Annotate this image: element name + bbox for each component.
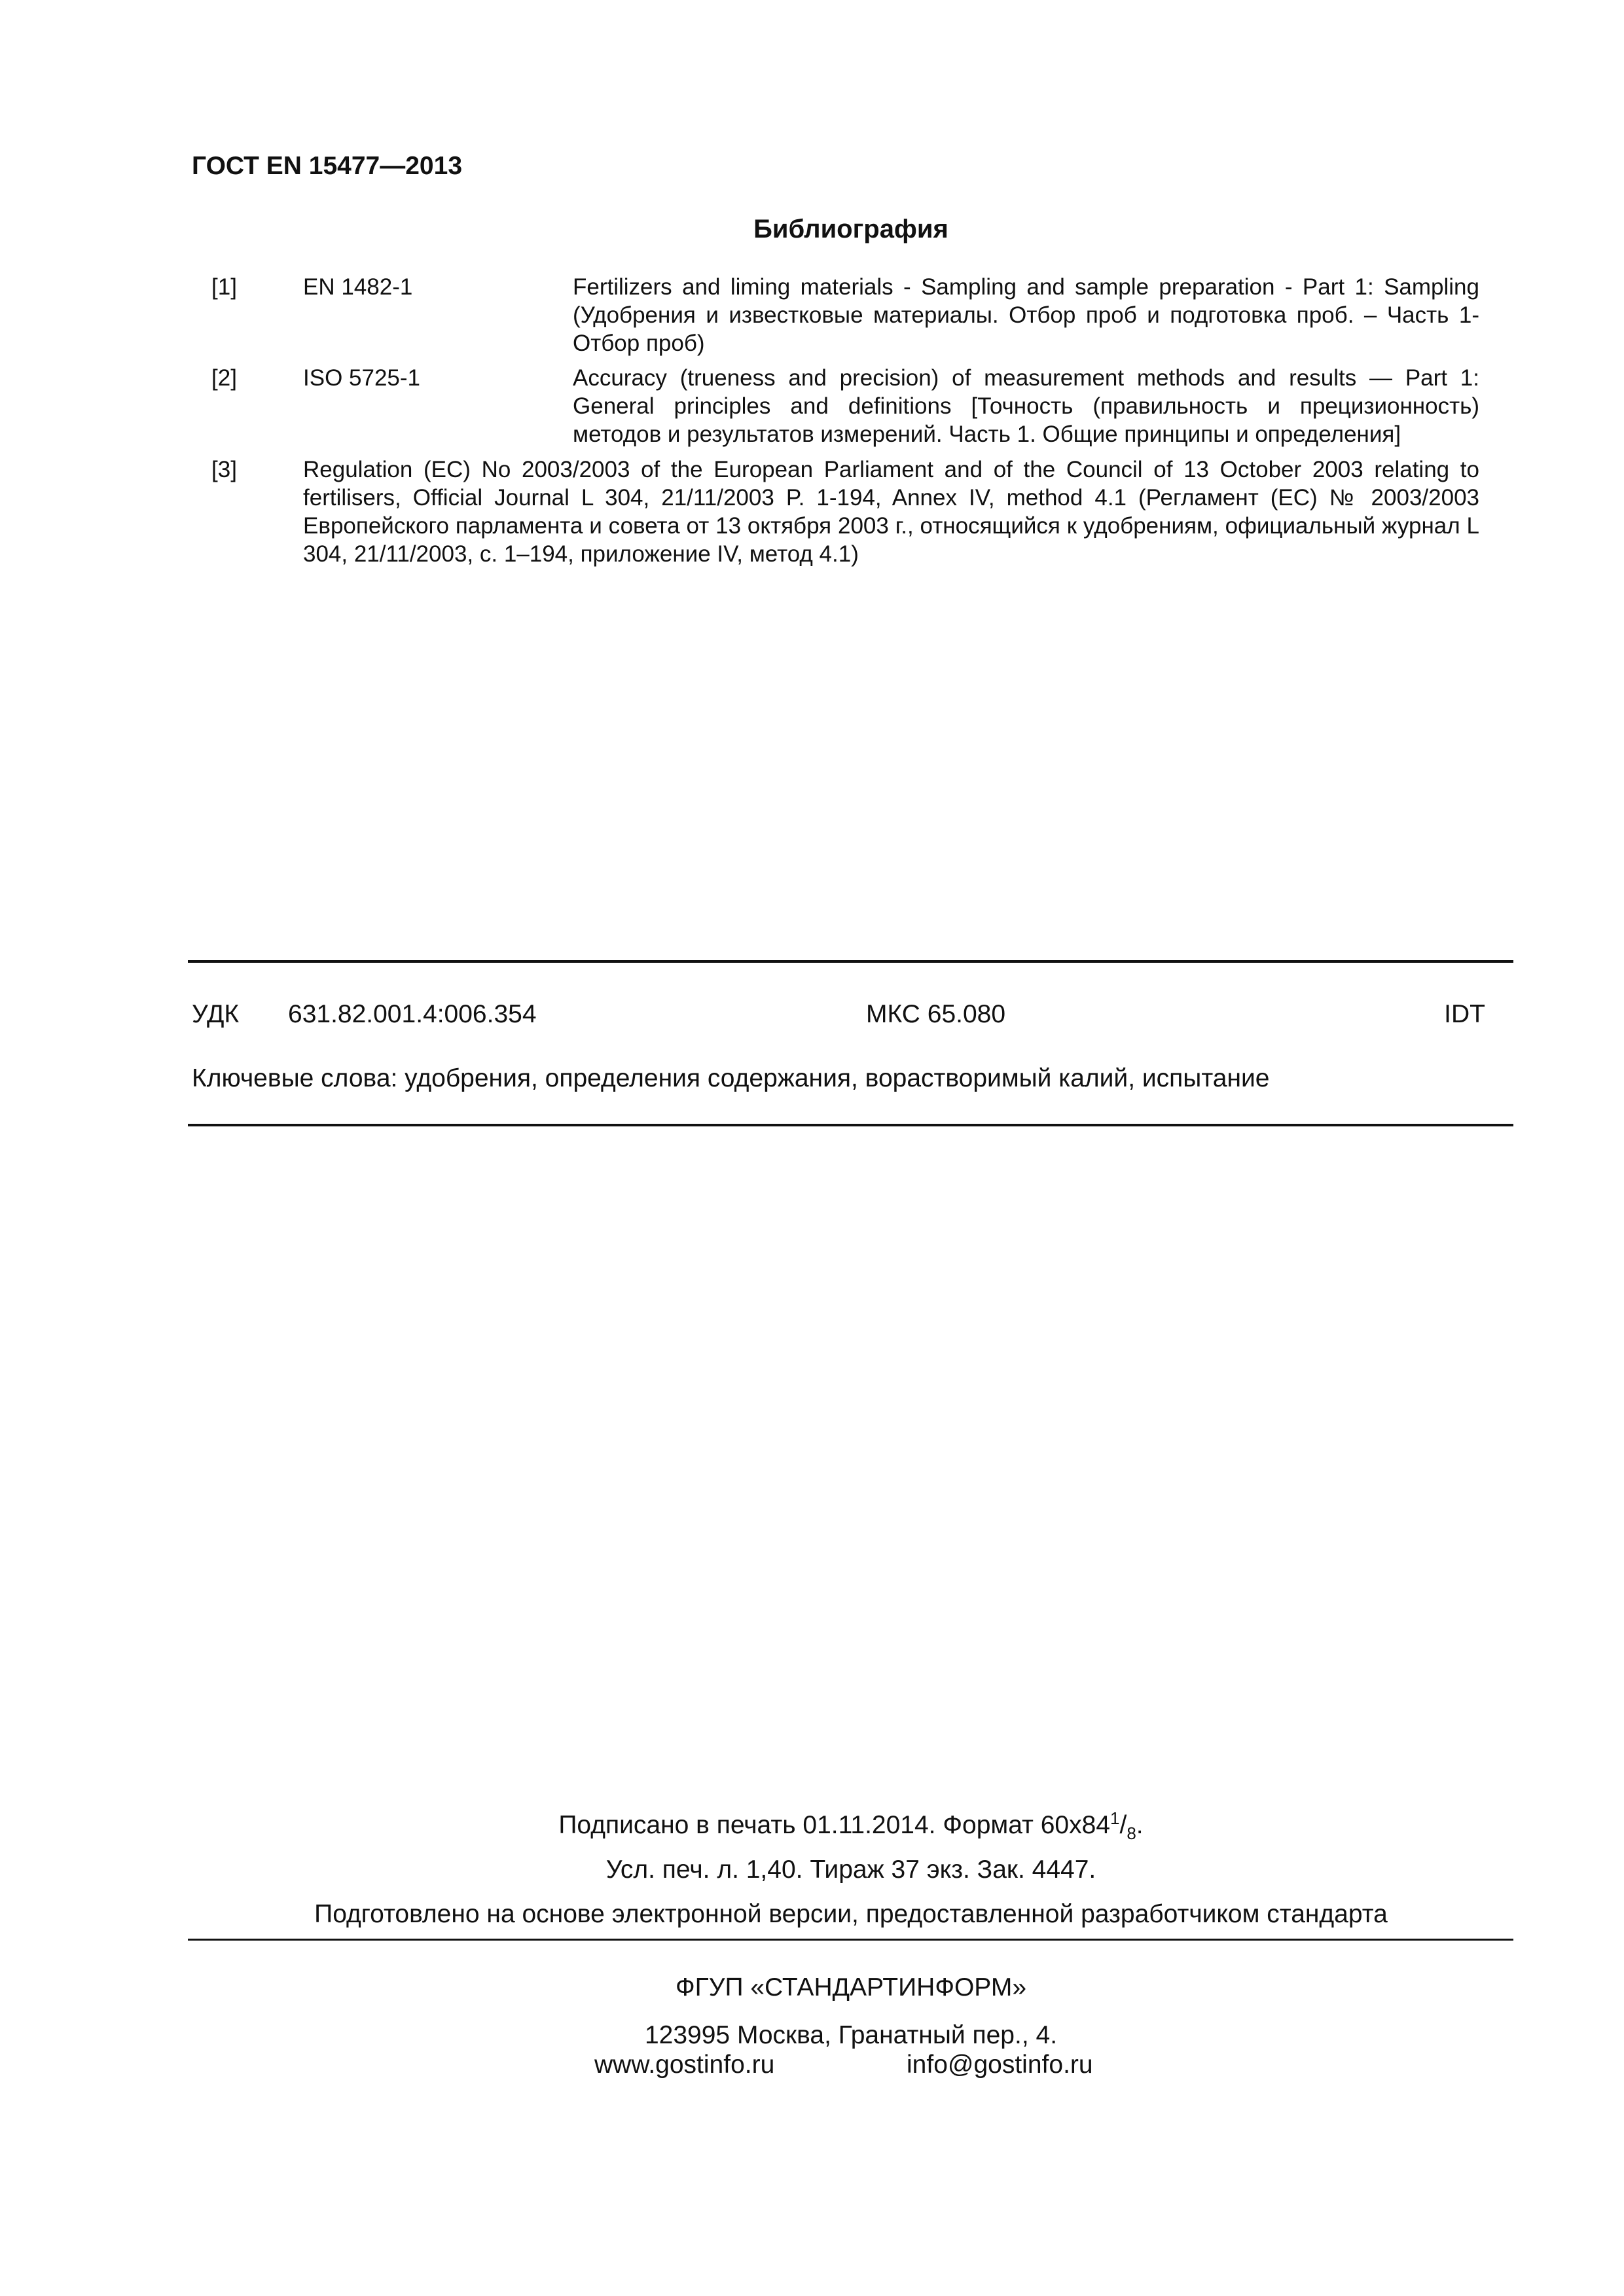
bottom-divider — [188, 1124, 1513, 1126]
mks-code: МКС 65.080 — [866, 1000, 1006, 1028]
bib-entry-3-text: Regulation (EC) No 2003/2003 of the European Parliament and of the Council of 13 October 2003 relating to fertilisers, Official Journal L 304, 21/11/2003 P. 1-194, Annex IV, method 4.1 (Регламент (ЕС) № 2003/2003 Европейского парламента и совета от 13 октября 2003 г., относящийся к удобрениям, официальный журнал L 304, 21/11/2003, с. 1–194, приложение IV, метод 4.1) — [303, 457, 1479, 567]
bib-entry-2-number: [2] — [211, 365, 237, 391]
bib-entry-2-text: Accuracy (trueness and precision) of measurement methods and results — Part 1: General principles and definitions [Точность (правильность и прецизионность) методов и результатов измерений. Часть 1. Общие принципы и определения] — [573, 365, 1479, 447]
udk-label: УДК — [192, 1000, 240, 1028]
publisher-website[interactable]: www.gostinfo.ru — [594, 2051, 775, 2079]
imprint-signed-text: Подписано в печать 01.11.2014. Формат 60х84 — [558, 1811, 1110, 1839]
imprint-prepared-note: Подготовлено на основе электронной версии, предоставленной разработчиком стандарта — [314, 1900, 1388, 1928]
bib-entry-3-number: [3] — [211, 457, 237, 482]
bib-entry-1-text: Fertilizers and liming materials - Sampling and sample preparation - Part 1: Sampling (Удобрения и известковые материалы. Отбор проб и подготовка проб. – Часть 1- Отбор проб) — [573, 274, 1479, 356]
idt-marker: IDT — [1444, 1000, 1485, 1028]
bibliography-title: Библиография — [753, 215, 948, 243]
bib-entry-1-number: [1] — [211, 274, 237, 300]
format-superscript: 1 — [1110, 1808, 1120, 1828]
imprint-signed-line: Подписано в печать 01.11.2014. Формат $60х84^1/_8$. — [558, 1808, 1144, 1843]
format-end: . — [1136, 1811, 1144, 1839]
document-number: ГОСТ EN 15477—2013 — [192, 152, 463, 180]
keywords: Ключевые слова: удобрения, определения содержания, ворастворимый калий, испытание — [192, 1064, 1270, 1092]
bib-entry-2-code: ISO 5725-1 — [303, 365, 420, 391]
format-subscript: 8 — [1127, 1823, 1136, 1843]
publisher-email[interactable]: info@gostinfo.ru — [907, 2051, 1093, 2079]
imprint-print-details: Усл. печ. л. 1,40. Тираж 37 экз. Зак. 4447. — [605, 1856, 1096, 1884]
publisher-name: ФГУП «СТАНДАРТИНФОРМ» — [675, 1973, 1027, 2001]
imprint-divider — [188, 1939, 1513, 1941]
publisher-address: 123995 Москва, Гранатный пер., 4. — [644, 2021, 1058, 2049]
udk-value: 631.82.001.4:006.354 — [288, 1000, 537, 1028]
top-divider — [188, 960, 1513, 963]
bib-entry-1-code: EN 1482-1 — [303, 274, 413, 300]
